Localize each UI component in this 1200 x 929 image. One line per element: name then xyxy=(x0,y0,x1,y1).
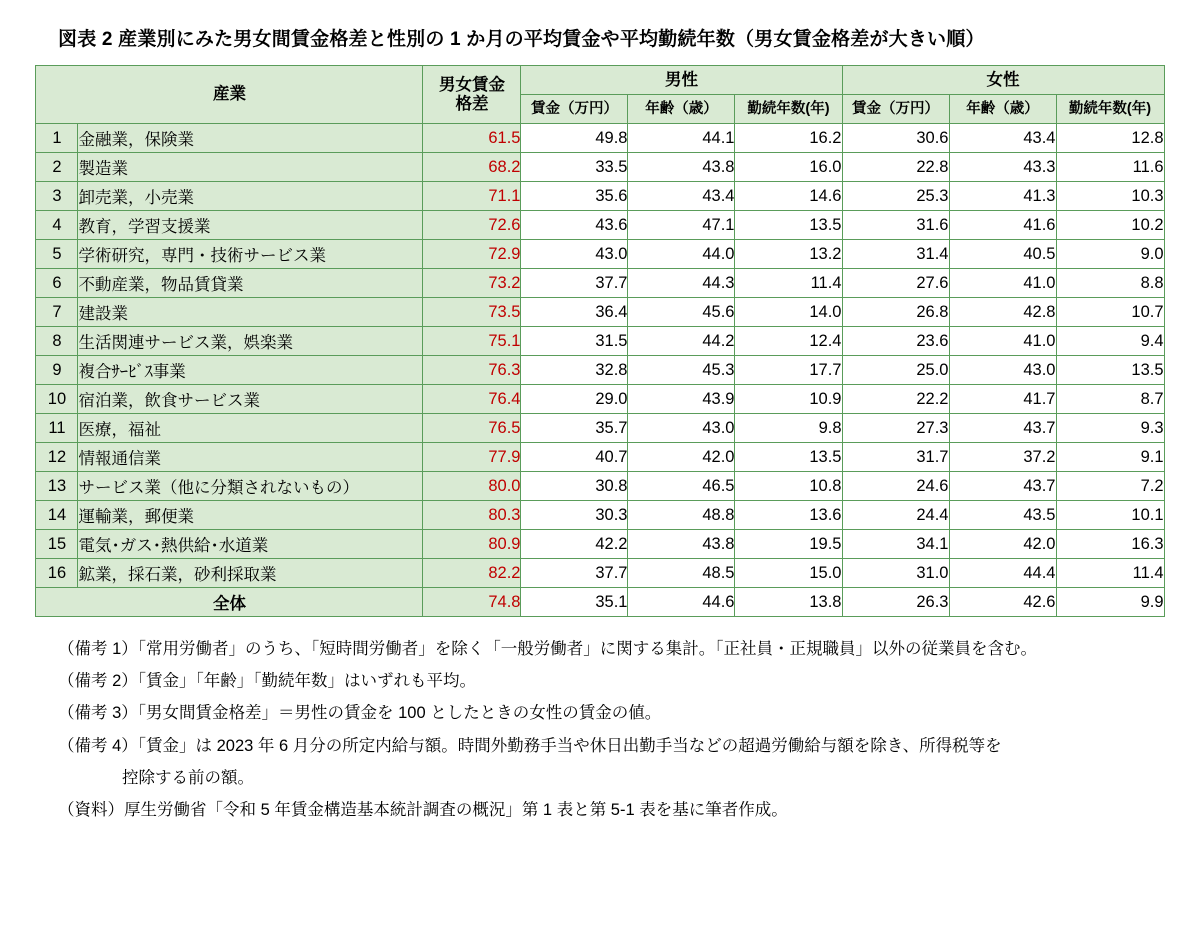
table-row xyxy=(36,269,1164,298)
row-male-tenure: 16.0 xyxy=(735,153,842,182)
row-industry: 教育，学習支援業 xyxy=(78,211,423,240)
table-row xyxy=(36,182,1164,211)
row-male-tenure: 13.2 xyxy=(735,240,842,269)
row-male-tenure: 12.4 xyxy=(735,327,842,356)
table-row xyxy=(36,530,1164,559)
total-female-age: 42.6 xyxy=(949,588,1056,617)
total-male-age: 44.6 xyxy=(628,588,735,617)
total-label: 全体 xyxy=(36,588,423,617)
table-row xyxy=(36,124,1164,153)
row-female-wage: 24.6 xyxy=(842,472,949,501)
row-gap: 68.2 xyxy=(423,153,521,182)
note-4: （備考 4）「賃金」は 2023 年 6 月分の所定内給与額。時間外勤務手当や休日出勤手当などの超過労働給与額を除き、所得税等を xyxy=(58,736,1002,755)
row-female-tenure: 7.2 xyxy=(1056,472,1164,501)
row-female-age: 42.8 xyxy=(949,298,1056,327)
notes-block xyxy=(58,633,1176,826)
row-female-age: 41.3 xyxy=(949,182,1056,211)
header-industry: 産業 xyxy=(36,66,423,124)
header-gap-line2: 格差 xyxy=(455,94,489,113)
row-male-wage: 35.6 xyxy=(521,182,628,211)
row-number: 13 xyxy=(36,472,78,501)
row-female-tenure: 9.0 xyxy=(1056,240,1164,269)
row-female-age: 42.0 xyxy=(949,530,1056,559)
row-gap: 75.1 xyxy=(423,327,521,356)
row-male-tenure: 11.4 xyxy=(735,269,842,298)
row-number: 2 xyxy=(36,153,78,182)
total-gap: 74.8 xyxy=(423,588,521,617)
row-number: 11 xyxy=(36,414,78,443)
row-female-tenure: 10.1 xyxy=(1056,501,1164,530)
header-female: 女性 xyxy=(842,66,1164,95)
table-row xyxy=(36,472,1164,501)
row-male-wage: 32.8 xyxy=(521,356,628,385)
note-2: （備考 2）「賃金」「年齢」「勤続年数」はいずれも平均。 xyxy=(58,672,477,691)
row-number: 16 xyxy=(36,559,78,588)
row-female-wage: 22.8 xyxy=(842,153,949,182)
row-male-wage: 42.2 xyxy=(521,530,628,559)
row-female-wage: 25.0 xyxy=(842,356,949,385)
row-male-age: 48.5 xyxy=(628,559,735,588)
row-female-age: 41.0 xyxy=(949,269,1056,298)
row-female-age: 43.7 xyxy=(949,472,1056,501)
row-male-age: 43.8 xyxy=(628,530,735,559)
row-female-tenure: 10.3 xyxy=(1056,182,1164,211)
row-male-wage: 30.8 xyxy=(521,472,628,501)
row-gap: 72.9 xyxy=(423,240,521,269)
row-female-age: 43.4 xyxy=(949,124,1056,153)
header-male-age: 年齢（歳） xyxy=(628,95,735,124)
row-female-wage: 27.3 xyxy=(842,414,949,443)
row-male-age: 46.5 xyxy=(628,472,735,501)
table-header-row-1 xyxy=(36,66,1164,95)
header-male: 男性 xyxy=(521,66,842,95)
row-female-age: 43.7 xyxy=(949,414,1056,443)
row-male-wage: 37.7 xyxy=(521,559,628,588)
row-gap: 82.2 xyxy=(423,559,521,588)
row-female-wage: 24.4 xyxy=(842,501,949,530)
row-industry: 宿泊業，飲食サービス業 xyxy=(78,385,423,414)
row-number: 6 xyxy=(36,269,78,298)
row-industry: 学術研究，専門・技術サービス業 xyxy=(78,240,423,269)
total-female-tenure: 9.9 xyxy=(1056,588,1164,617)
row-number: 9 xyxy=(36,356,78,385)
row-male-wage: 49.8 xyxy=(521,124,628,153)
row-number: 12 xyxy=(36,443,78,472)
row-male-age: 47.1 xyxy=(628,211,735,240)
row-female-age: 44.4 xyxy=(949,559,1056,588)
table-row xyxy=(36,385,1164,414)
row-male-age: 44.1 xyxy=(628,124,735,153)
row-female-wage: 34.1 xyxy=(842,530,949,559)
row-male-age: 43.0 xyxy=(628,414,735,443)
row-female-tenure: 10.7 xyxy=(1056,298,1164,327)
row-industry: 運輸業，郵便業 xyxy=(78,501,423,530)
row-male-tenure: 14.6 xyxy=(735,182,842,211)
row-gap: 72.6 xyxy=(423,211,521,240)
table-body xyxy=(36,124,1164,617)
row-male-wage: 37.7 xyxy=(521,269,628,298)
row-gap: 80.9 xyxy=(423,530,521,559)
table-row xyxy=(36,414,1164,443)
row-female-tenure: 8.7 xyxy=(1056,385,1164,414)
row-female-tenure: 8.8 xyxy=(1056,269,1164,298)
row-female-age: 40.5 xyxy=(949,240,1056,269)
row-number: 7 xyxy=(36,298,78,327)
note-4-continued-text: 控除する前の額。 xyxy=(122,768,254,787)
row-male-wage: 40.7 xyxy=(521,443,628,472)
table-row xyxy=(36,356,1164,385)
row-gap: 76.3 xyxy=(423,356,521,385)
row-male-wage: 29.0 xyxy=(521,385,628,414)
row-female-wage: 27.6 xyxy=(842,269,949,298)
row-male-wage: 33.5 xyxy=(521,153,628,182)
table-row xyxy=(36,327,1164,356)
header-female-age: 年齢（歳） xyxy=(949,95,1056,124)
row-number: 8 xyxy=(36,327,78,356)
row-female-tenure: 9.3 xyxy=(1056,414,1164,443)
row-male-age: 44.3 xyxy=(628,269,735,298)
row-male-tenure: 13.6 xyxy=(735,501,842,530)
row-industry: 複合ｻｰﾋﾞｽ事業 xyxy=(78,356,423,385)
row-female-tenure: 13.5 xyxy=(1056,356,1164,385)
row-male-wage: 35.7 xyxy=(521,414,628,443)
row-female-tenure: 10.2 xyxy=(1056,211,1164,240)
total-male-wage: 35.1 xyxy=(521,588,628,617)
row-male-wage: 36.4 xyxy=(521,298,628,327)
row-male-age: 48.8 xyxy=(628,501,735,530)
row-male-tenure: 13.5 xyxy=(735,211,842,240)
row-industry: 電気･ガス･熱供給･水道業 xyxy=(78,530,423,559)
row-female-tenure: 9.4 xyxy=(1056,327,1164,356)
row-industry: 生活関連サービス業，娯楽業 xyxy=(78,327,423,356)
row-male-tenure: 16.2 xyxy=(735,124,842,153)
row-female-wage: 31.7 xyxy=(842,443,949,472)
row-male-age: 43.9 xyxy=(628,385,735,414)
table-row xyxy=(36,501,1164,530)
row-gap: 76.5 xyxy=(423,414,521,443)
row-female-age: 43.5 xyxy=(949,501,1056,530)
wage-gap-table xyxy=(35,65,1164,617)
note-3: （備考 3）「男女間賃金格差」＝男性の賃金を 100 としたときの女性の賃金の値。 xyxy=(58,704,662,723)
row-female-wage: 31.6 xyxy=(842,211,949,240)
row-number: 5 xyxy=(36,240,78,269)
row-male-age: 45.3 xyxy=(628,356,735,385)
header-female-wage: 賃金（万円） xyxy=(842,95,949,124)
row-male-wage: 31.5 xyxy=(521,327,628,356)
row-male-tenure: 19.5 xyxy=(735,530,842,559)
table-row xyxy=(36,298,1164,327)
header-gap-line1: 男女賃金 xyxy=(438,75,505,94)
row-gap: 73.5 xyxy=(423,298,521,327)
figure-title: 図表 2 産業別にみた男女間賃金格差と性別の 1 か月の平均賃金や平均勤続年数（男女賃金格差が大きい順） xyxy=(58,29,985,50)
note-4-continued xyxy=(58,762,1176,794)
row-industry: 製造業 xyxy=(78,153,423,182)
row-gap: 71.1 xyxy=(423,182,521,211)
row-industry: 卸売業，小売業 xyxy=(78,182,423,211)
row-female-age: 41.6 xyxy=(949,211,1056,240)
row-male-age: 42.0 xyxy=(628,443,735,472)
row-female-tenure: 11.6 xyxy=(1056,153,1164,182)
row-male-wage: 30.3 xyxy=(521,501,628,530)
row-female-age: 41.0 xyxy=(949,327,1056,356)
header-gap xyxy=(423,66,521,124)
row-number: 1 xyxy=(36,124,78,153)
header-male-wage: 賃金（万円） xyxy=(521,95,628,124)
row-number: 3 xyxy=(36,182,78,211)
row-female-age: 43.3 xyxy=(949,153,1056,182)
row-gap: 77.9 xyxy=(423,443,521,472)
row-male-age: 43.4 xyxy=(628,182,735,211)
row-male-tenure: 13.5 xyxy=(735,443,842,472)
row-gap: 80.3 xyxy=(423,501,521,530)
row-female-wage: 25.3 xyxy=(842,182,949,211)
table-total-row xyxy=(36,588,1164,617)
note-source: （資料）厚生労働省「令和 5 年賃金構造基本統計調査の概況」第 1 表と第 5-1 表を基に筆者作成。 xyxy=(58,800,788,819)
row-female-wage: 31.4 xyxy=(842,240,949,269)
row-male-tenure: 9.8 xyxy=(735,414,842,443)
row-industry: サービス業（他に分類されないもの） xyxy=(78,472,423,501)
row-female-wage: 23.6 xyxy=(842,327,949,356)
row-male-age: 44.0 xyxy=(628,240,735,269)
note-1: （備考 1）「常用労働者」のうち、「短時間労働者」を除く「一般労働者」に関する集計。「正社員・正規職員」以外の従業員を含む。 xyxy=(58,640,1038,658)
row-gap: 61.5 xyxy=(423,124,521,153)
row-female-age: 37.2 xyxy=(949,443,1056,472)
row-male-tenure: 17.7 xyxy=(735,356,842,385)
row-gap: 73.2 xyxy=(423,269,521,298)
row-gap: 80.0 xyxy=(423,472,521,501)
row-female-age: 41.7 xyxy=(949,385,1056,414)
row-industry: 情報通信業 xyxy=(78,443,423,472)
table-row xyxy=(36,240,1164,269)
row-female-wage: 22.2 xyxy=(842,385,949,414)
row-male-tenure: 14.0 xyxy=(735,298,842,327)
header-female-tenure: 勤続年数(年) xyxy=(1056,95,1164,124)
row-male-wage: 43.0 xyxy=(521,240,628,269)
table-row xyxy=(36,211,1164,240)
row-industry: 不動産業，物品賃貸業 xyxy=(78,269,423,298)
row-industry: 建設業 xyxy=(78,298,423,327)
row-female-age: 43.0 xyxy=(949,356,1056,385)
row-female-wage: 30.6 xyxy=(842,124,949,153)
row-male-age: 45.6 xyxy=(628,298,735,327)
row-industry: 鉱業，採石業，砂利採取業 xyxy=(78,559,423,588)
row-female-tenure: 11.4 xyxy=(1056,559,1164,588)
row-male-age: 43.8 xyxy=(628,153,735,182)
row-number: 14 xyxy=(36,501,78,530)
total-male-tenure: 13.8 xyxy=(735,588,842,617)
row-number: 15 xyxy=(36,530,78,559)
table-row xyxy=(36,443,1164,472)
row-male-tenure: 10.8 xyxy=(735,472,842,501)
row-male-tenure: 10.9 xyxy=(735,385,842,414)
row-industry: 金融業，保険業 xyxy=(78,124,423,153)
row-industry: 医療，福祉 xyxy=(78,414,423,443)
row-female-tenure: 12.8 xyxy=(1056,124,1164,153)
row-female-wage: 31.0 xyxy=(842,559,949,588)
header-male-tenure: 勤続年数(年) xyxy=(735,95,842,124)
row-female-tenure: 16.3 xyxy=(1056,530,1164,559)
total-female-wage: 26.3 xyxy=(842,588,949,617)
row-male-age: 44.2 xyxy=(628,327,735,356)
row-number: 10 xyxy=(36,385,78,414)
row-number: 4 xyxy=(36,211,78,240)
table-row xyxy=(36,559,1164,588)
row-gap: 76.4 xyxy=(423,385,521,414)
row-male-tenure: 15.0 xyxy=(735,559,842,588)
row-male-wage: 43.6 xyxy=(521,211,628,240)
table-row xyxy=(36,153,1164,182)
row-female-tenure: 9.1 xyxy=(1056,443,1164,472)
row-female-wage: 26.8 xyxy=(842,298,949,327)
